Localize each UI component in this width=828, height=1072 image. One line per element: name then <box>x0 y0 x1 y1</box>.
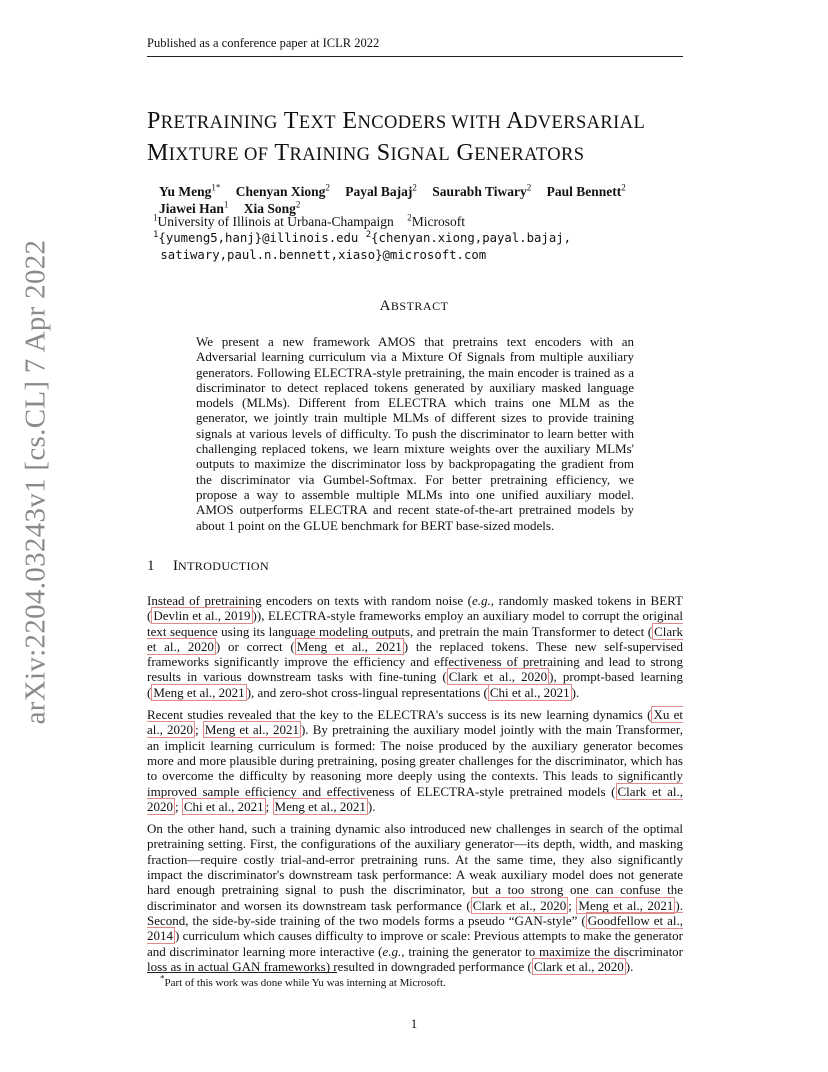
title-line-2 <box>147 138 707 170</box>
intro-paragraph <box>147 821 683 974</box>
intro-paragraph <box>147 707 683 814</box>
author: Payal Bajaj$^2$ <box>345 182 417 199</box>
citation-link[interactable]: Clark et al., 2020 <box>448 669 548 685</box>
section-heading-introduction: 1 INTRODUCTION <box>147 558 270 574</box>
affiliation: University of Illinois at Urbana-Champaign <box>157 214 394 229</box>
introduction-body <box>147 593 683 981</box>
title-word: GENERATORS <box>456 140 585 166</box>
title-word: SIGNAL <box>376 140 451 166</box>
citation-link[interactable]: Xu et al., 2020 <box>147 707 683 738</box>
title-word: MIXTURE OF <box>147 140 269 166</box>
citation-link[interactable]: Meng et al., 2021 <box>153 684 245 700</box>
text-span: ). Second, the side-by-side training of the two models forms a pseudo “GAN-style” ( <box>147 897 683 928</box>
author: Saurabh Tiwary$^2$ <box>432 182 532 199</box>
citation-link[interactable]: Clark et al., 2020 <box>147 783 683 814</box>
running-header <box>147 36 683 57</box>
text-span: ; <box>568 897 577 913</box>
arxiv-id-text: arXiv:2204.03243v1 [cs.CL] 7 Apr 2022 <box>19 239 52 725</box>
title-word: PRETRAINING <box>147 108 278 134</box>
title-word: ADVERSARIAL <box>506 108 646 134</box>
text-span: On the other hand, such a training dynamic also introduced new challenges in search of the optimal pretraining setting. First, the configurations of the auxiliary generator—its depth, width, and masking fraction—require costly trial-and-error pretraining runs. At the same time, they also significantly impact the discriminator's downstream task performance: A weak auxiliary model does not generate hard enough pretraining signal to push the discriminator, but a too strong one can confuse the discriminator and worsen its downstream task performance ( <box>147 821 683 913</box>
text-span: Recent studies revealed that the key to the ELECTRA's success is its new learning dynamics ( <box>147 707 652 723</box>
text-span: ; <box>265 798 273 814</box>
text-span: ). By pretraining the auxiliary model jointly with the main Transformer, an implicit learning curriculum is formed: The noise produced by the auxiliary generator becomes more and more plausible during pretraining, posing greater challenges for the discriminator, which has to overcome the difficulty by reasoning more deeply using the contexts. This leads to significantly improved sample efficiency and effectiveness of ELECTRA-style pretrained models ( <box>147 722 683 799</box>
text-span: Instead of pretraining encoders on texts with random noise ( <box>147 593 473 608</box>
citation-link[interactable]: Clark et al., 2020 <box>472 897 567 913</box>
author: Jiawei Han$^1$ <box>159 199 229 216</box>
citation-link[interactable]: Chi et al., 2021 <box>183 798 264 814</box>
title-line-1 <box>147 106 707 138</box>
citation-link[interactable]: Meng et al., 2021 <box>274 798 366 814</box>
affiliation: Microsoft <box>411 214 465 229</box>
author: Paul Bennett$^2$ <box>546 182 626 199</box>
text-span: ) the replaced tokens. These new self-supervised frameworks significantly improve the efficiency and effectiveness of pretraining and lead to strong results in various downstream tasks with fine-tuning ( <box>147 638 684 685</box>
citation-link[interactable]: Devlin et al., 2019 <box>153 608 251 624</box>
footnote: *Part of this work was done while Yu was interning at Microsoft. <box>160 973 446 989</box>
text-span: ), and zero-shot cross-lingual representations ( <box>246 684 488 700</box>
citation-link[interactable]: Clark et al., 2020 <box>147 623 683 654</box>
author-line-1 <box>159 183 699 200</box>
text-span: ) curriculum which causes difficulty to improve or scale: Previous attempts to make the generator and discriminator learning more interactive ( <box>147 928 683 959</box>
text-span: )), ELECTRA-style frameworks employ an auxiliary model to corrupt the original text sequence using its language modeling outputs, and pretrain the main Transformer to detect ( <box>147 608 683 639</box>
text-span: , training the generator to maximize the discriminator loss as in actual GAN frameworks) resulted in downgraded performance ( <box>147 943 684 974</box>
abstract-body: We present a new framework AMOS that pretrains text encoders with an Adversarial learning curriculum via a Mixture Of Signals from multiple auxiliary generators. Following ELECTRA-style pretraining, the main encoder is trained as a discriminator to detect replaced tokens generated by auxiliary masked language models (MLMs). Different from ELECTRA which trains one MLM as the generator, we jointly train multiple MLMs of different sizes to provide training signals at various levels of difficulty. To push the discriminator to learn better with challenging replaced tokens, we learn mixture weights over the auxiliary MLMs' outputs to maximize the discriminator loss by backpropagating the gradient from the discriminator via Gumbel-Softmax. For better pretraining efficiency, we propose a way to assemble multiple MLMs into one unified auxiliary model. AMOS outperforms ELECTRA and recent state-of-the-art pretrained models by about 1 point on the GLUE benchmark for BERT base-sized models. <box>196 334 634 533</box>
text-span: ). <box>625 958 634 974</box>
page-number: 1 <box>410 1016 418 1031</box>
text-span: ; <box>195 722 203 738</box>
citation-link[interactable]: Meng et al., 2021 <box>578 897 674 913</box>
citation-link[interactable]: Meng et al., 2021 <box>296 638 402 654</box>
header-text: Published as a conference paper at ICLR 2022 <box>147 36 380 50</box>
paper-title <box>147 106 707 170</box>
title-word: ENCODERS WITH <box>342 108 502 134</box>
citation-link[interactable]: Chi et al., 2021 <box>489 684 570 700</box>
footnote-rule <box>147 972 337 973</box>
abstract-heading: ABSTRACT <box>379 298 449 314</box>
citation-link[interactable]: Meng et al., 2021 <box>204 722 299 738</box>
title-word: TRAINING <box>274 140 371 166</box>
author: Yu Meng$^{1*}$ <box>159 182 221 199</box>
text-span: ). <box>367 798 376 814</box>
title-word: TEXT <box>283 108 336 134</box>
intro-paragraph <box>147 593 683 700</box>
author-list <box>159 183 699 217</box>
text-span: ) or correct ( <box>215 638 295 654</box>
author: Chenyan Xiong$^2$ <box>235 182 330 199</box>
author: Xia Song$^2$ <box>243 199 301 216</box>
text-span: ). <box>571 684 580 700</box>
emphasis-text: e.g. <box>382 943 402 959</box>
text-span: , randomly masked tokens in BERT ( <box>147 593 684 624</box>
arxiv-side-stamp <box>16 239 56 725</box>
text-span: ; <box>175 798 182 814</box>
citation-link[interactable]: Clark et al., 2020 <box>533 958 624 974</box>
citation-link[interactable]: Goodfellow et al., 2014 <box>147 912 683 944</box>
affiliations: $^1$University of Illinois at Urbana-Champaign $^2$Microsoft <box>153 212 465 229</box>
author-emails: $^1${yumeng5,hanj}@illinois.edu $^2${chenyan.xiong,payal.bajaj, satiwary,paul.n.bennett,xiaso}@microsoft.com <box>153 229 572 262</box>
emphasis-text: e.g. <box>472 593 491 608</box>
text-span: ), prompt-based learning ( <box>147 669 683 700</box>
